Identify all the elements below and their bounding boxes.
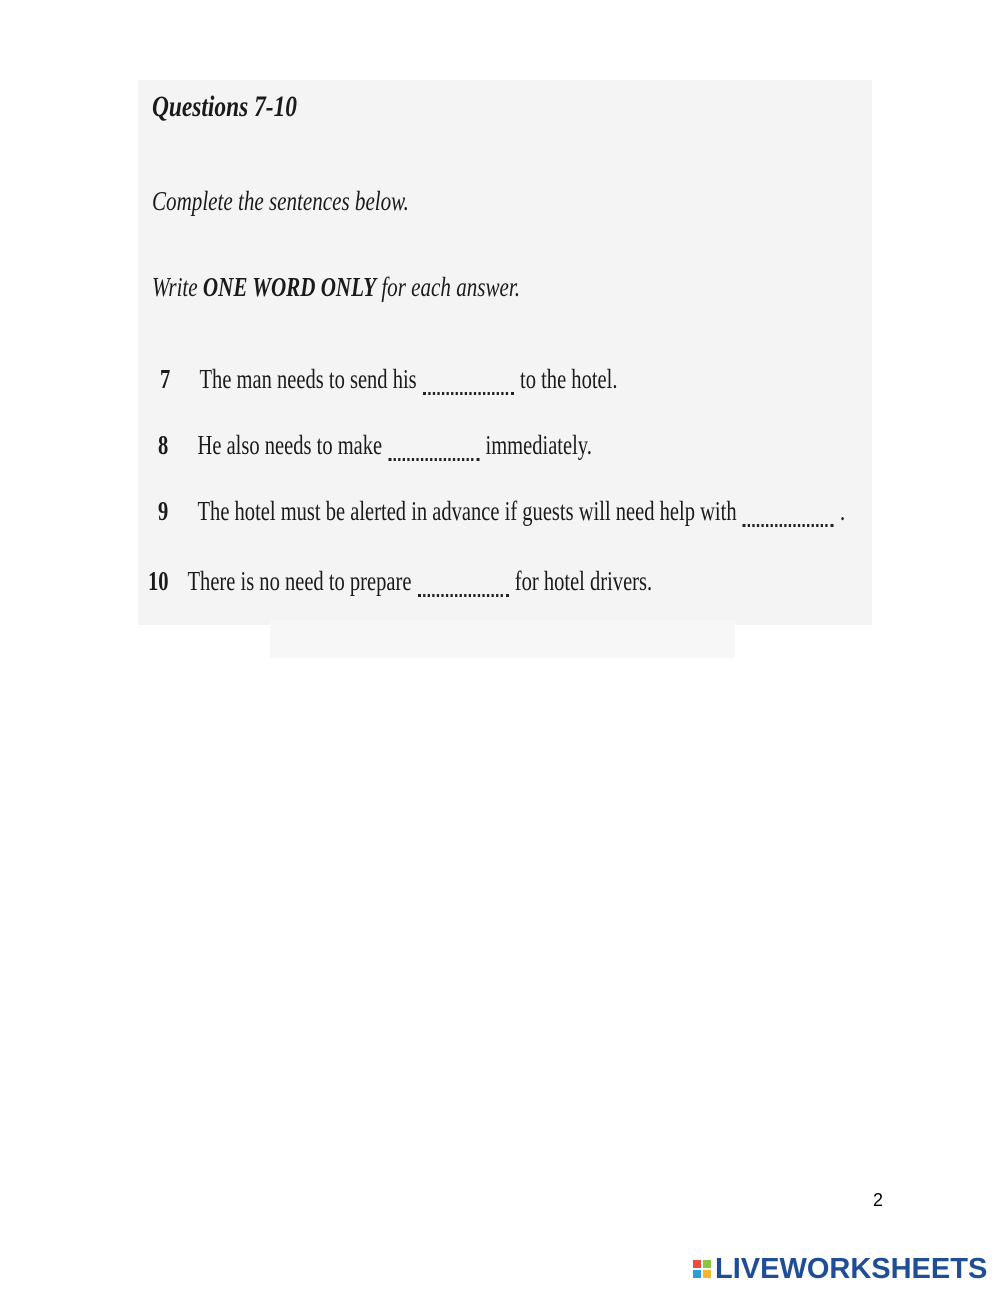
logo-square-red <box>692 1259 702 1269</box>
question-text-before: There is no need to prepare <box>187 566 412 596</box>
instruction-suffix: for each answer. <box>376 272 520 302</box>
question-text-after: to the hotel. <box>520 364 618 394</box>
brand-name: LIVEWORKSHEETS <box>715 1252 988 1285</box>
page-number: 2 <box>873 1190 884 1210</box>
answer-blank[interactable] <box>418 560 509 597</box>
question-7 <box>160 358 617 395</box>
question-text-after: immediately. <box>485 430 592 460</box>
question-8 <box>158 424 592 461</box>
question-number: 7 <box>160 364 171 394</box>
instruction-prefix: Write <box>152 272 203 302</box>
answer-blank[interactable] <box>388 424 479 461</box>
question-number: 9 <box>158 496 169 526</box>
scan-edge <box>270 620 735 658</box>
liveworksheets-brand[interactable] <box>692 1252 987 1286</box>
question-number: 10 <box>148 566 169 596</box>
instruction-emphasis: ONE WORD ONLY <box>202 272 377 302</box>
question-text-after: for hotel drivers. <box>514 566 653 596</box>
logo-square-yellow <box>702 1269 712 1279</box>
question-number: 8 <box>158 430 169 460</box>
question-text-after: . <box>839 496 846 526</box>
instruction-complete: Complete the sentences below. <box>152 186 409 216</box>
answer-blank[interactable] <box>423 358 514 395</box>
liveworksheets-logo-icon <box>692 1259 712 1279</box>
question-10 <box>148 560 652 597</box>
answer-blank[interactable] <box>743 490 834 527</box>
logo-square-green <box>702 1259 712 1269</box>
question-text-before: The hotel must be alerted in advance if guests will need help with <box>197 496 737 526</box>
instruction-word-limit <box>152 272 520 303</box>
logo-square-blue <box>692 1269 702 1279</box>
question-text-before: He also needs to make <box>197 430 383 460</box>
question-text-before: The man needs to send his <box>199 364 417 394</box>
scanned-worksheet-image <box>138 80 872 625</box>
question-9 <box>158 490 845 527</box>
section-heading: Questions 7-10 <box>152 90 297 123</box>
